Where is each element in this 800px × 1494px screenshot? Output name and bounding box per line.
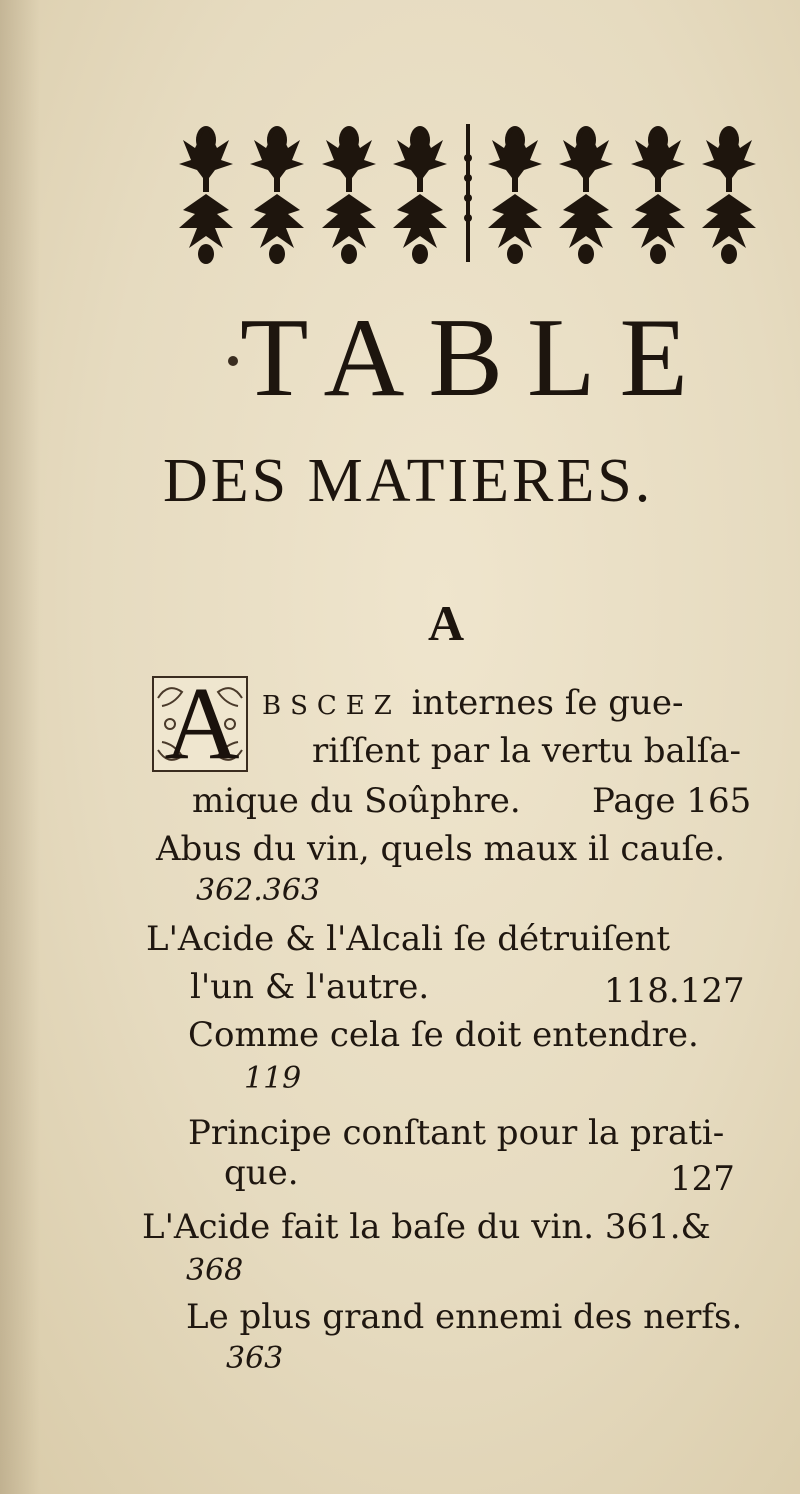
section-letter-heading: A — [428, 595, 465, 651]
page-reference: Page 165 — [592, 781, 752, 821]
entry-line: que. — [224, 1153, 299, 1193]
entry-line: L'Acide fait la baſe du vin. 361.& — [142, 1207, 711, 1247]
fleuron-ornament-icon — [389, 118, 451, 268]
fleuron-ornament-icon — [318, 118, 380, 268]
page-reference: 119 — [244, 1061, 302, 1096]
page-reference: 127 — [670, 1159, 735, 1199]
title-dot — [228, 356, 238, 366]
entry-line: riſſent par la vertu balſa- — [312, 731, 742, 771]
ornament-band — [175, 118, 760, 268]
entry-line: l'un & l'autre. — [190, 967, 430, 1007]
page-reference: 368 — [186, 1253, 244, 1288]
fleuron-ornament-icon — [555, 118, 617, 268]
page-edge-shadow — [0, 0, 40, 1494]
fleuron-ornament-icon — [246, 118, 308, 268]
page-title: TABLE — [240, 296, 712, 420]
page-reference: 363 — [226, 1341, 284, 1376]
entry-text: internes ſe gue- — [411, 683, 684, 723]
fleuron-ornament-icon — [484, 118, 546, 268]
entry-line: Abus du vin, quels maux il cauſe. — [156, 829, 726, 869]
entry-line: Comme cela ſe doit entendre. — [188, 1015, 699, 1055]
ornament-separator-icon — [461, 118, 475, 268]
page-reference: 362.363 — [196, 873, 321, 908]
entry-keyword: BSCEZ — [262, 691, 401, 721]
entry-line: L'Acide & l'Alcali ſe détruiſent — [146, 919, 671, 959]
fleuron-ornament-icon — [698, 118, 760, 268]
fleuron-ornament-icon — [627, 118, 689, 268]
decorated-initial — [152, 666, 248, 781]
entry-line: Principe conſtant pour la prati- — [188, 1113, 725, 1153]
page-reference: 118.127 — [604, 971, 745, 1011]
dropcap-letter: A — [164, 666, 240, 781]
entry-line — [262, 683, 684, 723]
page-subtitle: DES MATIERES. — [163, 447, 654, 515]
entry-line: mique du Soûphre. — [192, 781, 521, 821]
fleuron-ornament-icon — [175, 118, 237, 268]
entry-line: Le plus grand ennemi des nerfs. — [186, 1297, 743, 1337]
